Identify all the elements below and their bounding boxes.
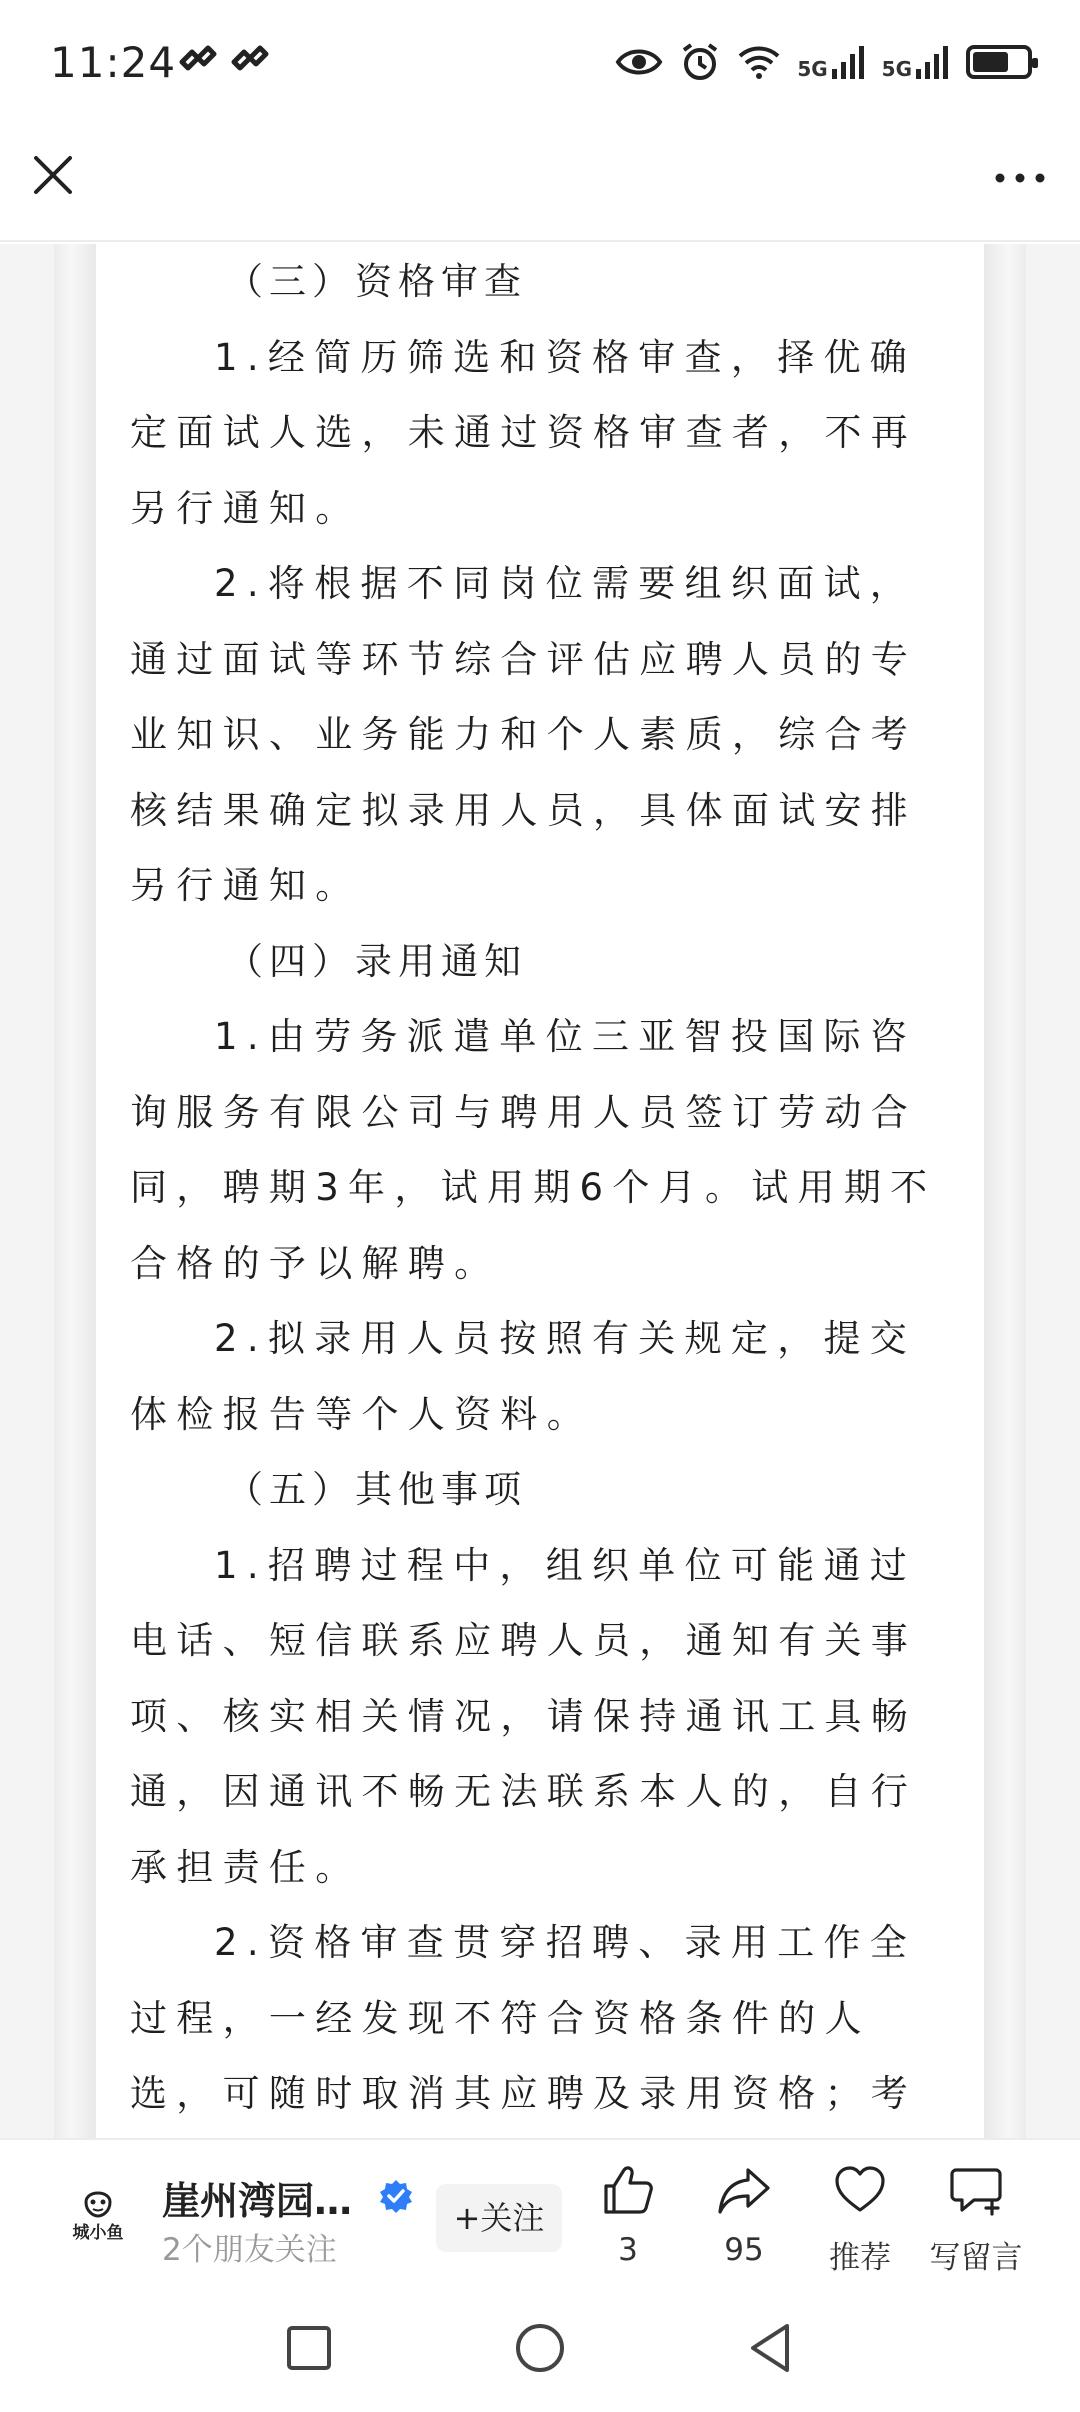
battery-icon (966, 45, 1032, 79)
follower-info: 2个朋友关注 (162, 2232, 337, 2268)
paragraph: 1.经简历筛选和资格审查，择优确定面试人选，未通过资格审查者，不再另行通知。 (130, 335, 918, 530)
recent-apps-icon[interactable] (279, 2318, 339, 2378)
status-notification-icons (178, 44, 270, 74)
home-icon[interactable] (510, 2318, 570, 2378)
battery-tip (1032, 58, 1038, 68)
divider (0, 240, 1080, 242)
section-heading: （三）资格审查 (226, 260, 527, 303)
recommend-button[interactable] (800, 2162, 920, 2277)
network-type-label: 5G (797, 57, 828, 81)
recommend-label: 推荐 (829, 2240, 891, 2276)
verified-badge-icon (378, 2178, 414, 2214)
follow-button[interactable]: +关注 (436, 2184, 562, 2252)
bottom-action-bar (0, 2138, 1080, 2288)
status-time: 11:24 (50, 38, 177, 87)
signal-strength-1 (797, 45, 865, 79)
system-navigation-bar (0, 2288, 1080, 2412)
write-comment-icon (948, 2162, 1004, 2218)
paragraph: 1.招聘过程中，组织单位可能通过电话、短信联系应聘人员，通知有关事项、核实相关情况，请保持通讯工具畅通，因通讯不畅无法联系本人的，自行承担责任。 (130, 1543, 918, 1889)
account-logo[interactable] (62, 2180, 134, 2252)
section-heading: （五）其他事项 (226, 1468, 527, 1511)
like-button[interactable] (568, 2162, 688, 2268)
share-button[interactable] (684, 2162, 804, 2268)
account-logo-text: 城小鱼 (72, 2223, 124, 2243)
notification-icon (230, 44, 270, 74)
document-text (130, 244, 952, 2207)
share-icon (716, 2162, 772, 2218)
paper-edge (984, 244, 1026, 2138)
comment-label: 写留言 (929, 2240, 1023, 2276)
notification-icon (178, 44, 218, 74)
signal-strength-2 (882, 45, 950, 79)
article-content[interactable] (0, 244, 1080, 2138)
back-icon[interactable] (741, 2318, 801, 2378)
document-image (96, 244, 984, 2138)
paper-edge (54, 244, 96, 2138)
paragraph: 2.拟录用人员按照有关规定，提交体检报告等个人资料。 (130, 1317, 917, 1436)
paragraph: 2.将根据不同岗位需要组织面试，通过面试等环节综合评估应聘人员的专业知识、业务能力和个人素质，综合考核结果确定拟录用人员，具体面试安排另行通知。 (130, 562, 918, 907)
comment-button[interactable] (916, 2162, 1036, 2277)
network-type-label: 5G (881, 57, 912, 81)
account-name[interactable]: 崖州湾园… (162, 2179, 353, 2223)
signal-bars-icon (916, 45, 950, 79)
more-icon[interactable] (990, 158, 1050, 198)
like-count: 3 (618, 2232, 638, 2268)
close-icon[interactable] (28, 150, 78, 200)
thumbs-up-icon (600, 2162, 656, 2218)
paragraph: 1.由劳务派遣单位三亚智投国际咨询服务有限公司与聘用人员签订劳动合同，聘期3年，试用期6个月。试用期不合格的予以解聘。 (130, 1015, 937, 1285)
status-bar (0, 0, 1080, 130)
battery-level (973, 52, 1008, 72)
alarm-icon (679, 42, 721, 82)
signal-bars-icon (832, 45, 866, 79)
section-heading: （四）录用通知 (226, 939, 527, 983)
heart-icon (832, 2162, 888, 2218)
top-navigation-bar (0, 130, 1080, 242)
share-count: 95 (724, 2232, 764, 2268)
wifi-icon (737, 44, 781, 80)
paragraph: 2.资格审查贯穿招聘、录用工作全过程，一经发现不符合资格条件的人选，可随时取消其应聘及录用资格；考 (130, 1921, 918, 2115)
status-right-icons (615, 42, 1032, 82)
eye-icon (615, 45, 663, 79)
